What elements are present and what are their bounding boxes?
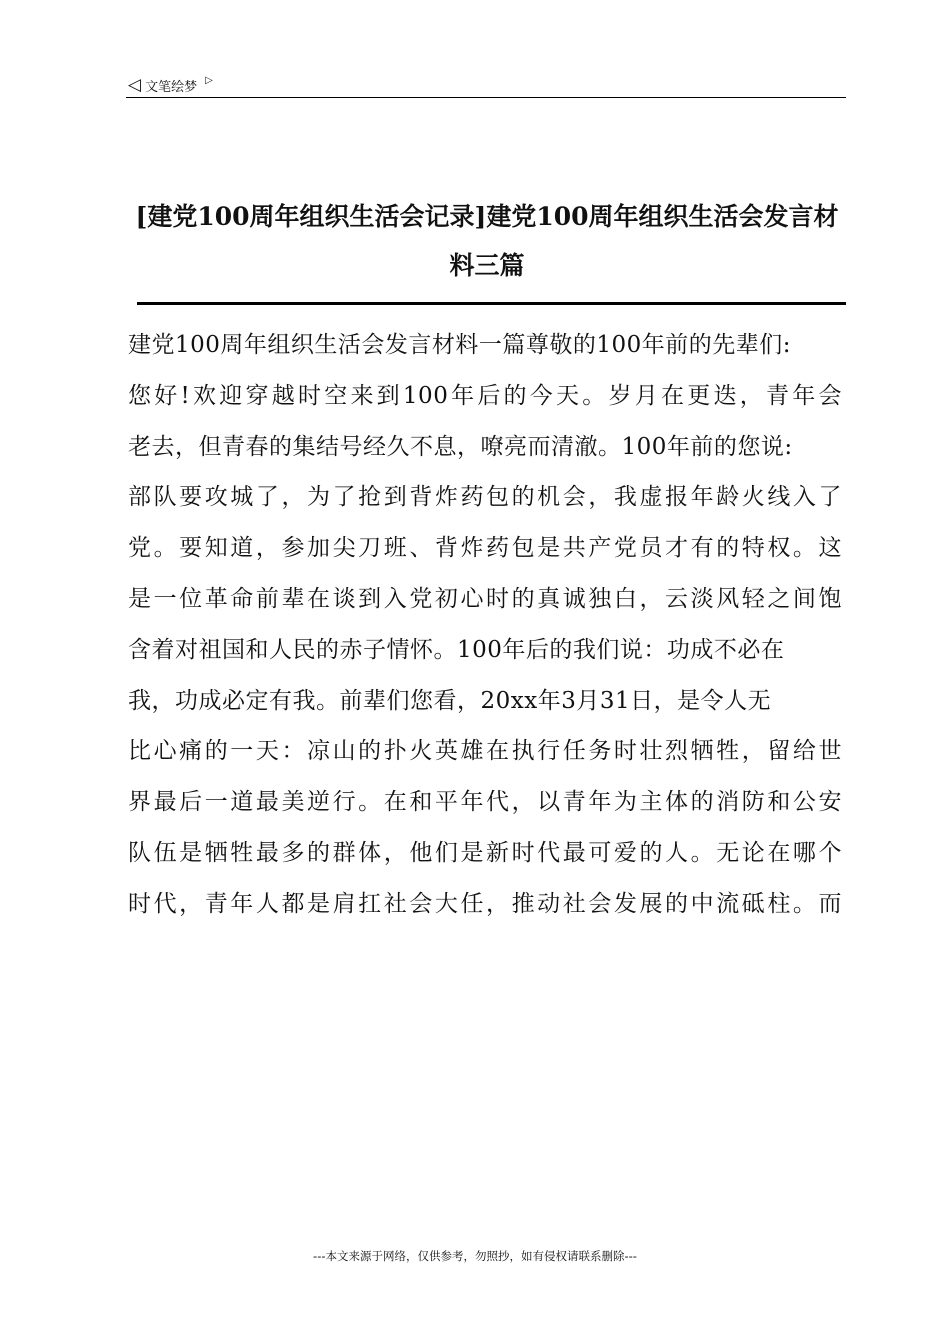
body-line: 我，功成必定有我。前辈们您看，20xx年3月31日，是令人无 bbox=[128, 687, 772, 714]
triangle-right-icon: ▷ bbox=[205, 75, 213, 86]
title-divider bbox=[137, 302, 846, 305]
body-line: 党。要知道，参加尖刀班、背炸药包是共产党员才有的特权。这 bbox=[128, 535, 842, 562]
body-line: 界最后一道最美逆行。在和平年代，以青年为主体的消防和公安 bbox=[128, 789, 842, 816]
body-line: 建党100周年组织生活会发言材料一篇尊敬的100年前的先辈们: bbox=[128, 332, 792, 358]
body-line: 您好!欢迎穿越时空来到100年后的今天。岁月在更迭，青年会 bbox=[128, 382, 842, 409]
body-line: 比心痛的一天：凉山的扑火英雄在执行任务时壮烈牺牲，留给世 bbox=[128, 738, 842, 765]
title-line-1: [建党100周年组织生活会记录]建党100周年组织生活会发言材 bbox=[135, 202, 839, 231]
body-line: 队伍是牺牲最多的群体，他们是新时代最可爱的人。无论在哪个 bbox=[128, 839, 842, 866]
body-line: 老去，但青春的集结号经久不息，嘹亮而清澈。100年前的您说: bbox=[128, 433, 793, 460]
body-line: 含着对祖国和人民的赤子情怀。100年后的我们说：功成不必在 bbox=[128, 636, 785, 663]
brand-name: 文笔绘梦 bbox=[145, 79, 198, 95]
body-line: 部队要攻城了，为了抢到背炸药包的机会，我虚报年龄火线入了 bbox=[128, 484, 842, 511]
document-title bbox=[126, 192, 848, 290]
body-line: 时代，青年人都是肩扛社会大任，推动社会发展的中流砥柱。而 bbox=[128, 890, 842, 917]
header-divider bbox=[126, 97, 846, 98]
source-notice: ---本文来源于网络，仅供参考，勿照抄，如有侵权请联系删除--- bbox=[313, 1249, 637, 1263]
body-line: 是一位革命前辈在谈到入党初心时的真诚独白，云淡风轻之间饱 bbox=[128, 585, 842, 612]
document-header bbox=[128, 74, 213, 96]
title-line-2: 料三篇 bbox=[449, 251, 525, 280]
triangle-left-icon: ◁ bbox=[128, 74, 142, 95]
body-paragraph bbox=[128, 320, 842, 930]
